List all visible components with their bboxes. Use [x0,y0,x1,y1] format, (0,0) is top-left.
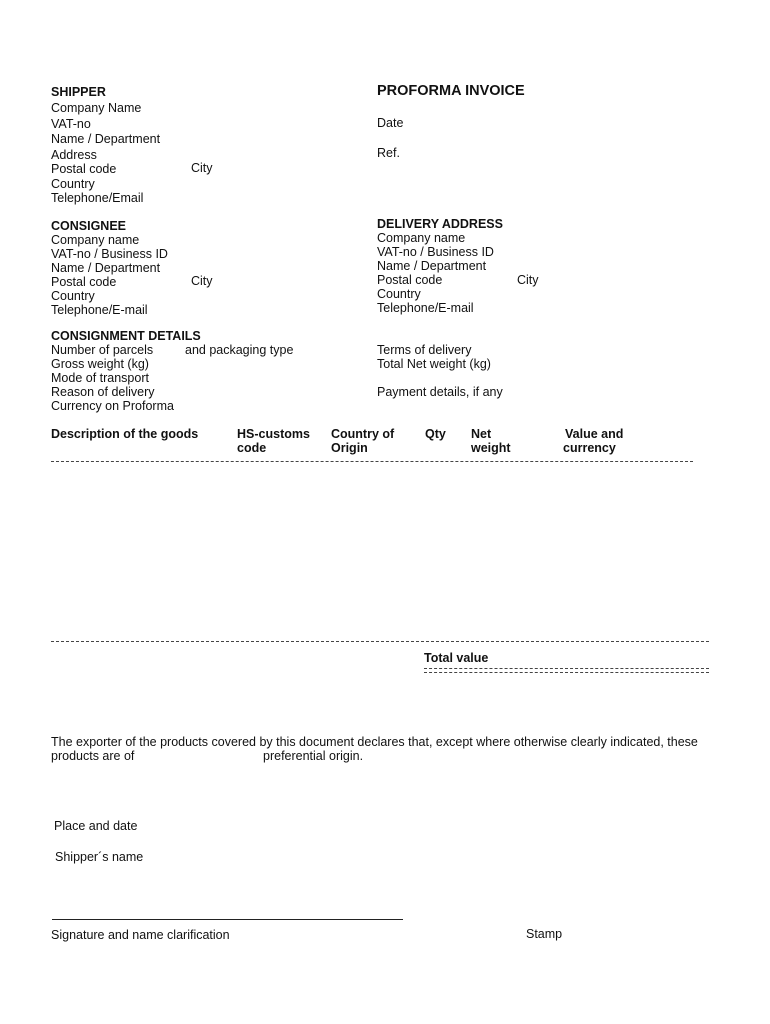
consignee-phone-label: Telephone/E-mail [51,303,148,317]
total-value-label: Total value [424,651,489,665]
shipper-postal-code-label: Postal code [51,162,117,176]
consignee-city-label: City [191,274,213,288]
payment-details-label: Payment details, if any [377,385,503,399]
shipper-heading: SHIPPER [51,85,106,99]
column-description: Description of the goods [51,427,199,441]
column-value-line1: Value and [565,427,624,441]
column-hs-code-line1: HS-customs [237,427,310,441]
column-net-weight-line1: Net [471,427,492,441]
table-header-divider [51,461,693,462]
declaration-line1: The exporter of the products covered by this document declares that, except where otherwise clearly indicated, these [51,735,698,749]
consignee-postal-code-label: Postal code [51,275,117,289]
invoice-ref-label: Ref. [377,146,400,160]
signature-line [52,919,403,920]
delivery-company-label: Company name [377,231,466,245]
place-and-date-label: Place and date [54,819,138,833]
shipper-country-label: Country [51,177,95,191]
consignment-parcels-label: Number of parcels [51,343,154,357]
shipper-name-label: Shipper´s name [55,850,144,864]
mode-of-transport-label: Mode of transport [51,371,149,385]
shipper-vat-label: VAT-no [51,117,91,131]
total-value-underline [424,668,709,673]
total-net-weight-label: Total Net weight (kg) [377,357,491,371]
consignment-packaging-label: and packaging type [185,343,294,357]
delivery-vat-label: VAT-no / Business ID [377,245,494,259]
shipper-company-label: Company Name [51,101,142,115]
delivery-heading: DELIVERY ADDRESS [377,217,503,231]
terms-of-delivery-label: Terms of delivery [377,343,472,357]
column-net-weight-line2: weight [471,441,511,455]
consignee-company-label: Company name [51,233,140,247]
consignee-country-label: Country [51,289,95,303]
gross-weight-label: Gross weight (kg) [51,357,149,371]
shipper-address-label: Address [51,148,97,162]
column-qty: Qty [425,427,446,441]
shipper-phone-label: Telephone/Email [51,191,144,205]
consignment-heading: CONSIGNMENT DETAILS [51,329,201,343]
delivery-name-department-label: Name / Department [377,259,487,273]
column-value-line2: currency [563,441,616,455]
signature-label: Signature and name clarification [51,928,230,942]
shipper-name-department-label: Name / Department [51,132,161,146]
column-country-line2: Origin [331,441,368,455]
column-hs-code-line2: code [237,441,267,455]
declaration-line2-end: preferential origin. [263,749,364,763]
consignee-name-department-label: Name / Department [51,261,161,275]
delivery-city-label: City [517,273,539,287]
delivery-postal-code-label: Postal code [377,273,443,287]
declaration-line2-start: products are of [51,749,135,763]
delivery-country-label: Country [377,287,421,301]
table-footer-divider [51,641,709,642]
consignee-vat-label: VAT-no / Business ID [51,247,168,261]
reason-of-delivery-label: Reason of delivery [51,385,155,399]
consignee-heading: CONSIGNEE [51,219,127,233]
stamp-label: Stamp [526,927,563,941]
document-title: PROFORMA INVOICE [377,83,525,99]
column-country-line1: Country of [331,427,395,441]
invoice-date-label: Date [377,116,404,130]
delivery-phone-label: Telephone/E-mail [377,301,474,315]
shipper-city-label: City [191,161,213,175]
currency-on-proforma-label: Currency on Proforma [51,399,174,413]
